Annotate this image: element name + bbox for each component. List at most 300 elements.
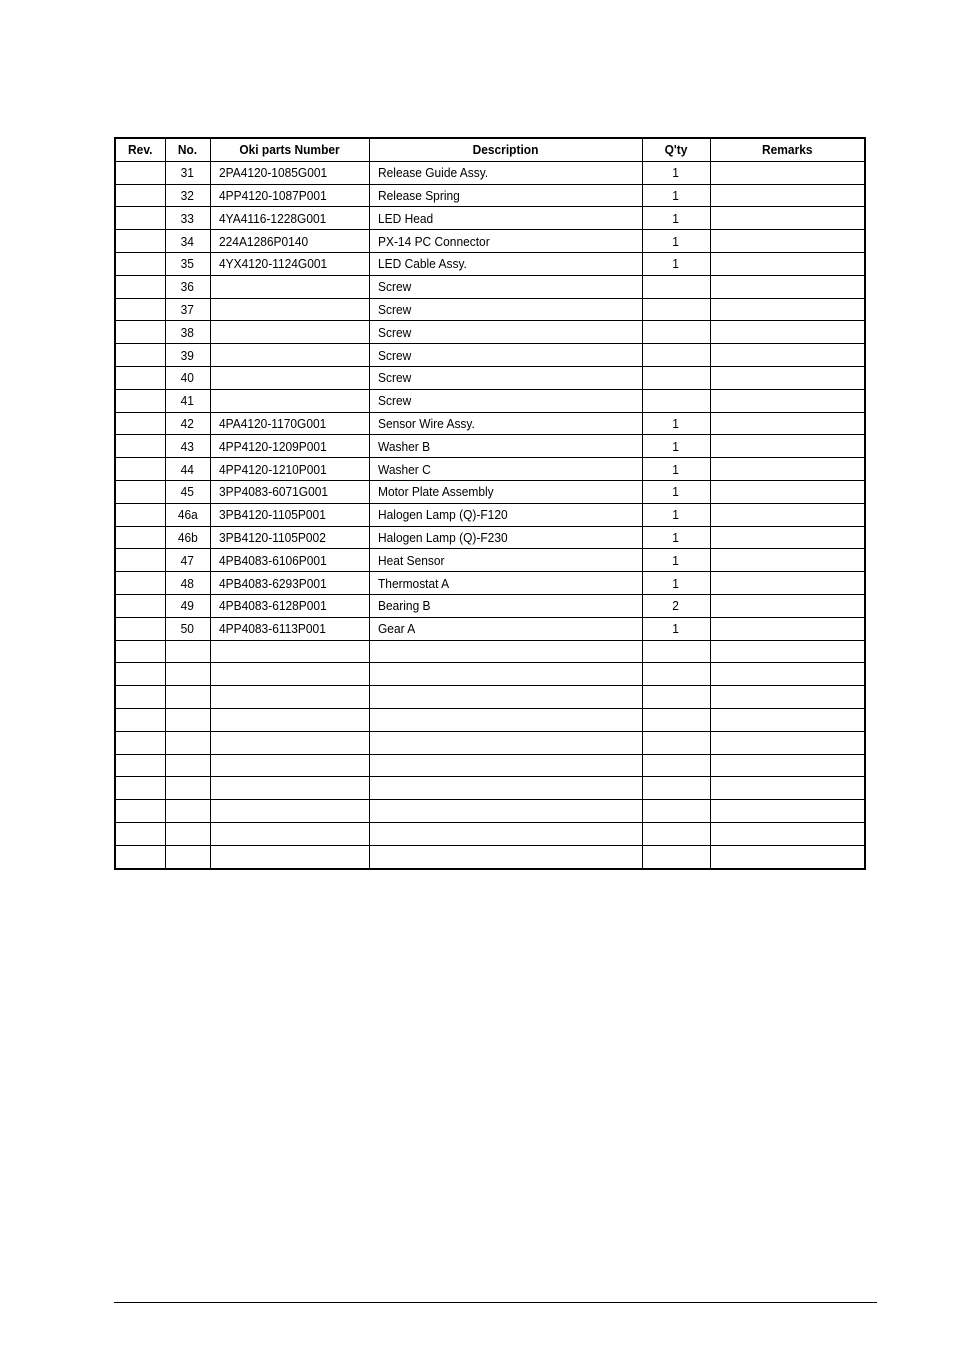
cell-description xyxy=(369,686,642,709)
cell-no xyxy=(165,389,210,412)
cell-quantity xyxy=(642,526,710,549)
cell-rev xyxy=(115,184,165,207)
cell-part-number-text: 3PB4120-1105P002 xyxy=(218,529,326,545)
cell-quantity xyxy=(642,845,710,868)
header-row xyxy=(115,138,865,161)
cell-quantity xyxy=(642,640,710,663)
cell-rev xyxy=(115,298,165,321)
cell-remarks xyxy=(710,298,865,321)
cell-description xyxy=(369,344,642,367)
cell-quantity-text: 1 xyxy=(672,187,680,203)
cell-no-text: 33 xyxy=(180,210,195,226)
cell-description-text: Gear A xyxy=(377,621,415,637)
cell-remarks xyxy=(710,663,865,686)
cell-part-number xyxy=(210,230,369,253)
table-row xyxy=(115,526,865,549)
cell-quantity xyxy=(642,366,710,389)
cell-quantity xyxy=(642,321,710,344)
cell-description-text: Release Guide Assy. xyxy=(377,165,488,181)
cell-rev xyxy=(115,161,165,184)
cell-quantity-text: 1 xyxy=(672,529,680,545)
cell-no-text: 47 xyxy=(180,552,195,568)
table-row xyxy=(115,731,865,754)
cell-no xyxy=(165,275,210,298)
cell-no-text: 43 xyxy=(180,438,195,454)
cell-description xyxy=(369,503,642,526)
cell-no-text: 36 xyxy=(180,279,195,295)
cell-part-number-text: 4PB4083-6106P001 xyxy=(218,552,327,568)
cell-description xyxy=(369,412,642,435)
cell-rev xyxy=(115,503,165,526)
cell-description xyxy=(369,458,642,481)
cell-rev xyxy=(115,366,165,389)
cell-rev xyxy=(115,207,165,230)
cell-remarks xyxy=(710,754,865,777)
cell-no xyxy=(165,230,210,253)
cell-no xyxy=(165,435,210,458)
cell-rev xyxy=(115,754,165,777)
cell-description xyxy=(369,252,642,275)
cell-remarks xyxy=(710,230,865,253)
cell-rev xyxy=(115,617,165,640)
cell-no xyxy=(165,252,210,275)
cell-quantity xyxy=(642,275,710,298)
cell-no-text: 45 xyxy=(180,484,195,500)
table-row xyxy=(115,298,865,321)
cell-description-text: PX-14 PC Connector xyxy=(377,233,490,249)
cell-rev xyxy=(115,708,165,731)
cell-description-text: Release Spring xyxy=(377,187,460,203)
cell-remarks xyxy=(710,480,865,503)
cell-part-number xyxy=(210,594,369,617)
cell-quantity xyxy=(642,412,710,435)
cell-no xyxy=(165,480,210,503)
cell-quantity-text: 1 xyxy=(672,507,680,523)
table-row xyxy=(115,503,865,526)
cell-no-text: 31 xyxy=(180,165,195,181)
cell-no-text: 46b xyxy=(177,529,198,545)
cell-part-number xyxy=(210,344,369,367)
cell-description xyxy=(369,526,642,549)
cell-part-number xyxy=(210,435,369,458)
table-row xyxy=(115,617,865,640)
cell-part-number-text: 4PP4120-1210P001 xyxy=(218,461,327,477)
cell-rev xyxy=(115,275,165,298)
cell-quantity xyxy=(642,480,710,503)
cell-part-number xyxy=(210,617,369,640)
cell-description-text: Screw xyxy=(377,301,411,317)
table-row xyxy=(115,822,865,845)
cell-rev xyxy=(115,845,165,868)
cell-rev xyxy=(115,572,165,595)
cell-no xyxy=(165,207,210,230)
table-row xyxy=(115,321,865,344)
cell-quantity xyxy=(642,777,710,800)
cell-description xyxy=(369,366,642,389)
header-quantity: Q'ty xyxy=(645,138,708,161)
cell-quantity xyxy=(642,549,710,572)
cell-quantity xyxy=(642,731,710,754)
cell-remarks xyxy=(710,777,865,800)
cell-rev xyxy=(115,252,165,275)
cell-description xyxy=(369,184,642,207)
cell-part-number-text: 4PA4120-1170G001 xyxy=(218,415,326,431)
cell-description-text: LED Head xyxy=(377,210,433,226)
cell-no xyxy=(165,549,210,572)
cell-description xyxy=(369,207,642,230)
cell-remarks xyxy=(710,161,865,184)
header-no: No. xyxy=(167,138,208,161)
table-row xyxy=(115,686,865,709)
cell-no-text: 40 xyxy=(180,370,195,386)
cell-description-text: Motor Plate Assembly xyxy=(377,484,494,500)
table-row xyxy=(115,845,865,868)
table-row xyxy=(115,252,865,275)
cell-remarks xyxy=(710,344,865,367)
cell-part-number xyxy=(210,184,369,207)
cell-quantity-text: 1 xyxy=(672,552,680,568)
cell-description xyxy=(369,800,642,823)
cell-quantity xyxy=(642,344,710,367)
cell-quantity xyxy=(642,617,710,640)
cell-remarks xyxy=(710,252,865,275)
cell-part-number xyxy=(210,275,369,298)
cell-no-text: 49 xyxy=(180,598,195,614)
cell-part-number xyxy=(210,161,369,184)
cell-description xyxy=(369,708,642,731)
cell-remarks xyxy=(710,526,865,549)
cell-no xyxy=(165,731,210,754)
cell-quantity xyxy=(642,800,710,823)
header-remarks: Remarks xyxy=(716,138,859,161)
table-row xyxy=(115,207,865,230)
cell-no-text: 44 xyxy=(180,461,195,477)
cell-quantity xyxy=(642,252,710,275)
cell-remarks xyxy=(710,686,865,709)
cell-no xyxy=(165,526,210,549)
table-row xyxy=(115,549,865,572)
cell-part-number xyxy=(210,549,369,572)
cell-description xyxy=(369,572,642,595)
cell-quantity xyxy=(642,503,710,526)
cell-rev xyxy=(115,526,165,549)
table-row xyxy=(115,777,865,800)
header-rev: Rev. xyxy=(117,138,163,161)
cell-remarks xyxy=(710,800,865,823)
cell-remarks xyxy=(710,389,865,412)
cell-no xyxy=(165,777,210,800)
cell-part-number xyxy=(210,389,369,412)
cell-quantity xyxy=(642,663,710,686)
cell-part-number xyxy=(210,708,369,731)
cell-rev xyxy=(115,480,165,503)
cell-rev xyxy=(115,731,165,754)
cell-no-text: 35 xyxy=(180,256,195,272)
footer-rule xyxy=(114,1302,877,1303)
cell-no xyxy=(165,366,210,389)
cell-remarks xyxy=(710,572,865,595)
cell-quantity xyxy=(642,184,710,207)
cell-no xyxy=(165,572,210,595)
cell-description-text: Screw xyxy=(377,279,411,295)
table-row xyxy=(115,480,865,503)
cell-description-text: LED Cable Assy. xyxy=(377,256,467,272)
cell-no-text: 37 xyxy=(180,301,195,317)
table-row xyxy=(115,344,865,367)
cell-description-text: Washer B xyxy=(377,438,430,454)
cell-part-number xyxy=(210,298,369,321)
cell-description xyxy=(369,754,642,777)
cell-remarks xyxy=(710,207,865,230)
table-row xyxy=(115,230,865,253)
header-part-number: Oki parts Number xyxy=(216,138,362,161)
cell-remarks xyxy=(710,366,865,389)
cell-description-text: Thermostat A xyxy=(377,575,449,591)
cell-rev xyxy=(115,230,165,253)
table-row xyxy=(115,389,865,412)
cell-quantity-text: 1 xyxy=(672,484,680,500)
cell-part-number xyxy=(210,754,369,777)
cell-rev xyxy=(115,686,165,709)
cell-remarks xyxy=(710,458,865,481)
cell-description-text: Screw xyxy=(377,393,411,409)
cell-remarks xyxy=(710,503,865,526)
cell-no-text: 34 xyxy=(180,233,195,249)
cell-quantity-text: 1 xyxy=(672,438,680,454)
cell-description xyxy=(369,230,642,253)
cell-part-number xyxy=(210,252,369,275)
cell-description xyxy=(369,549,642,572)
cell-no xyxy=(165,321,210,344)
table-row xyxy=(115,640,865,663)
cell-part-number-text: 4YX4120-1124G001 xyxy=(218,256,327,272)
cell-remarks xyxy=(710,412,865,435)
table-row xyxy=(115,708,865,731)
cell-quantity-text: 2 xyxy=(672,598,680,614)
cell-description-text: Bearing B xyxy=(377,598,431,614)
cell-no-text: 46a xyxy=(177,507,198,523)
cell-rev xyxy=(115,344,165,367)
cell-part-number xyxy=(210,800,369,823)
table-row xyxy=(115,435,865,458)
cell-part-number xyxy=(210,686,369,709)
cell-description xyxy=(369,161,642,184)
table-row xyxy=(115,366,865,389)
cell-description xyxy=(369,731,642,754)
cell-description xyxy=(369,822,642,845)
cell-rev xyxy=(115,800,165,823)
cell-remarks xyxy=(710,594,865,617)
table-row xyxy=(115,572,865,595)
cell-no-text: 38 xyxy=(180,324,195,340)
cell-quantity-text: 1 xyxy=(672,165,680,181)
cell-no xyxy=(165,458,210,481)
cell-description xyxy=(369,777,642,800)
cell-part-number xyxy=(210,845,369,868)
cell-no-text: 39 xyxy=(180,347,195,363)
cell-part-number xyxy=(210,480,369,503)
cell-rev xyxy=(115,435,165,458)
cell-quantity-text: 1 xyxy=(672,256,680,272)
table-body xyxy=(115,161,865,868)
table-row xyxy=(115,184,865,207)
cell-description xyxy=(369,389,642,412)
header-description: Description xyxy=(380,138,631,161)
table-row xyxy=(115,161,865,184)
cell-no-text: 50 xyxy=(180,621,195,637)
cell-quantity-text: 1 xyxy=(672,621,680,637)
cell-no xyxy=(165,640,210,663)
cell-quantity-text: 1 xyxy=(672,575,680,591)
cell-rev xyxy=(115,389,165,412)
cell-quantity xyxy=(642,822,710,845)
cell-part-number xyxy=(210,207,369,230)
cell-remarks xyxy=(710,321,865,344)
cell-no xyxy=(165,184,210,207)
cell-no xyxy=(165,663,210,686)
table-header xyxy=(115,138,865,161)
cell-remarks xyxy=(710,845,865,868)
table-row xyxy=(115,275,865,298)
cell-no xyxy=(165,503,210,526)
cell-part-number xyxy=(210,822,369,845)
cell-quantity-text: 1 xyxy=(672,415,680,431)
cell-part-number-text: 4PP4120-1209P001 xyxy=(218,438,327,454)
cell-no-text: 32 xyxy=(180,187,195,203)
cell-rev xyxy=(115,458,165,481)
cell-quantity xyxy=(642,594,710,617)
cell-description xyxy=(369,321,642,344)
cell-description xyxy=(369,435,642,458)
cell-part-number xyxy=(210,503,369,526)
cell-no xyxy=(165,412,210,435)
cell-no xyxy=(165,161,210,184)
cell-no xyxy=(165,344,210,367)
cell-quantity xyxy=(642,458,710,481)
cell-quantity-text: 1 xyxy=(672,461,680,477)
cell-part-number xyxy=(210,572,369,595)
cell-description-text: Heat Sensor xyxy=(377,552,444,568)
cell-description xyxy=(369,298,642,321)
cell-rev xyxy=(115,777,165,800)
cell-part-number xyxy=(210,412,369,435)
cell-no xyxy=(165,708,210,731)
cell-no xyxy=(165,822,210,845)
cell-part-number-text: 3PB4120-1105P001 xyxy=(218,507,326,523)
cell-quantity-text: 1 xyxy=(672,233,680,249)
cell-quantity xyxy=(642,435,710,458)
cell-no-text: 42 xyxy=(180,415,195,431)
cell-no xyxy=(165,845,210,868)
cell-description-text: Washer C xyxy=(377,461,431,477)
table-row xyxy=(115,754,865,777)
cell-quantity xyxy=(642,207,710,230)
parts-list-table xyxy=(114,137,866,870)
cell-description-text: Screw xyxy=(377,347,411,363)
cell-quantity xyxy=(642,298,710,321)
table-row xyxy=(115,594,865,617)
cell-quantity xyxy=(642,161,710,184)
cell-part-number xyxy=(210,731,369,754)
cell-quantity xyxy=(642,572,710,595)
cell-part-number-text: 4YA4116-1228G001 xyxy=(218,210,326,226)
cell-part-number xyxy=(210,458,369,481)
cell-remarks xyxy=(710,275,865,298)
cell-remarks xyxy=(710,731,865,754)
cell-description-text: Sensor Wire Assy. xyxy=(377,415,475,431)
cell-quantity xyxy=(642,708,710,731)
cell-part-number xyxy=(210,526,369,549)
cell-remarks xyxy=(710,617,865,640)
cell-part-number-text: 4PP4083-6113P001 xyxy=(218,621,326,637)
cell-description-text: Screw xyxy=(377,324,411,340)
cell-description xyxy=(369,480,642,503)
cell-no xyxy=(165,617,210,640)
cell-rev xyxy=(115,663,165,686)
cell-remarks xyxy=(710,708,865,731)
cell-part-number xyxy=(210,777,369,800)
table-row xyxy=(115,800,865,823)
cell-remarks xyxy=(710,822,865,845)
cell-part-number xyxy=(210,663,369,686)
cell-remarks xyxy=(710,435,865,458)
cell-part-number xyxy=(210,321,369,344)
cell-description xyxy=(369,594,642,617)
cell-description xyxy=(369,663,642,686)
table-row xyxy=(115,663,865,686)
cell-description xyxy=(369,845,642,868)
cell-rev xyxy=(115,594,165,617)
cell-rev xyxy=(115,412,165,435)
cell-quantity xyxy=(642,389,710,412)
cell-no-text: 41 xyxy=(180,393,195,409)
cell-quantity xyxy=(642,686,710,709)
cell-part-number-text: 4PP4120-1087P001 xyxy=(218,187,327,203)
cell-no xyxy=(165,686,210,709)
cell-quantity-text: 1 xyxy=(672,210,680,226)
cell-description xyxy=(369,617,642,640)
cell-quantity xyxy=(642,754,710,777)
cell-part-number-text: 4PB4083-6293P001 xyxy=(218,575,327,591)
cell-no-text: 48 xyxy=(180,575,195,591)
cell-part-number-text: 4PB4083-6128P001 xyxy=(218,598,327,614)
table-row xyxy=(115,412,865,435)
cell-remarks xyxy=(710,549,865,572)
cell-rev xyxy=(115,822,165,845)
cell-rev xyxy=(115,549,165,572)
cell-remarks xyxy=(710,184,865,207)
cell-no xyxy=(165,800,210,823)
cell-rev xyxy=(115,640,165,663)
cell-description xyxy=(369,275,642,298)
cell-part-number-text: 224A1286P0140 xyxy=(218,233,308,249)
cell-description-text: Halogen Lamp (Q)-F230 xyxy=(377,529,508,545)
cell-no xyxy=(165,754,210,777)
cell-rev xyxy=(115,321,165,344)
cell-part-number xyxy=(210,366,369,389)
cell-part-number-text: 3PP4083-6071G001 xyxy=(218,484,328,500)
cell-no xyxy=(165,594,210,617)
cell-description-text: Halogen Lamp (Q)-F120 xyxy=(377,507,508,523)
cell-description-text: Screw xyxy=(377,370,411,386)
cell-description xyxy=(369,640,642,663)
cell-remarks xyxy=(710,640,865,663)
cell-part-number-text: 2PA4120-1085G001 xyxy=(218,165,327,181)
cell-no xyxy=(165,298,210,321)
cell-part-number xyxy=(210,640,369,663)
cell-quantity xyxy=(642,230,710,253)
table-row xyxy=(115,458,865,481)
